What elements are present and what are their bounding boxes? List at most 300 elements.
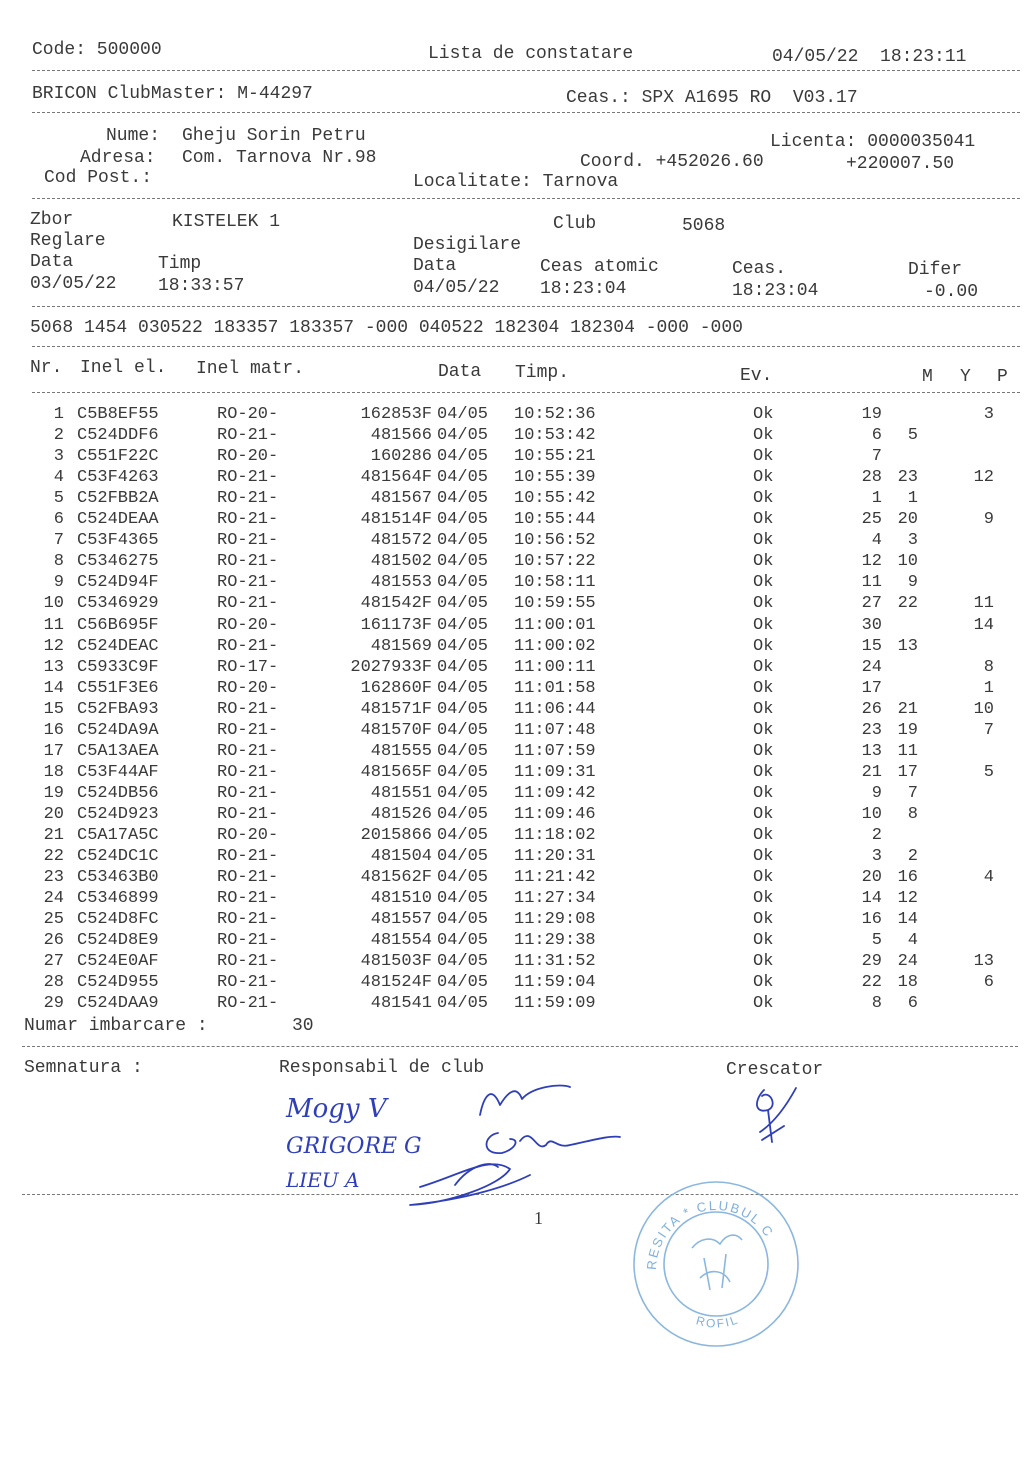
rank-m: 12	[861, 552, 882, 572]
ring-prefix: RO-20-	[217, 678, 279, 698]
ring-prefix: RO-20-	[217, 447, 279, 467]
ceas-label: Ceas.	[732, 259, 787, 279]
arrival-date: 04/05	[437, 910, 489, 930]
coordinates-lon: +220007.50	[846, 154, 955, 174]
arrival-date: 04/05	[437, 552, 489, 572]
ring-prefix: RO-21-	[217, 868, 279, 888]
col-inel-matr: Inel matr.	[196, 359, 305, 379]
ring-number: 481555	[370, 741, 432, 761]
timp-label: Timp	[158, 254, 202, 274]
ring-number: 481514F	[360, 510, 432, 530]
ring-prefix: RO-21-	[217, 489, 279, 509]
rank-p: 14	[973, 615, 994, 635]
event-status: Ok	[753, 468, 774, 488]
table-row	[0, 404, 1024, 425]
rank-y: 12	[897, 889, 918, 909]
arrival-date: 04/05	[437, 531, 489, 551]
arrival-date: 04/05	[437, 468, 489, 488]
row-number: 12	[43, 636, 64, 656]
arrival-time: 10:52:36	[514, 405, 596, 424]
electronic-ring: C524DB56	[77, 783, 159, 803]
ring-number: 160286	[370, 447, 432, 467]
ring-number: 481503F	[360, 952, 432, 972]
ring-number: 481502	[370, 552, 432, 572]
separator	[32, 392, 1020, 393]
rank-m: 26	[861, 699, 882, 719]
arrival-date: 04/05	[437, 889, 489, 909]
event-status: Ok	[753, 783, 774, 803]
rank-y: 3	[907, 531, 918, 551]
page-number: 1	[534, 1208, 543, 1228]
table-row	[0, 636, 1024, 657]
responsabil-label: Responsabil de club	[279, 1058, 485, 1078]
rank-y: 14	[897, 910, 918, 930]
ring-prefix: RO-21-	[217, 510, 279, 530]
event-status: Ok	[753, 657, 774, 677]
rank-m: 14	[861, 889, 882, 909]
ring-number: 481510	[370, 889, 432, 909]
ring-number: 2027933F	[350, 657, 432, 677]
electronic-ring: C524D8FC	[77, 910, 159, 930]
rank-m: 28	[861, 468, 882, 488]
event-status: Ok	[753, 847, 774, 867]
electronic-ring: C56B695F	[77, 615, 159, 635]
arrival-time: 11:09:46	[514, 804, 596, 824]
electronic-ring: C524DEAA	[77, 510, 159, 530]
event-status: Ok	[753, 594, 774, 614]
license-number: Licenta: 0000035041	[770, 132, 976, 152]
ring-prefix: RO-21-	[217, 804, 279, 824]
club-number: 5068	[682, 216, 726, 236]
ring-number: 481553	[370, 573, 432, 593]
table-row	[0, 909, 1024, 930]
ring-prefix: RO-21-	[217, 573, 279, 593]
rank-p: 6	[983, 973, 994, 993]
table-row	[0, 867, 1024, 888]
event-status: Ok	[753, 636, 774, 656]
arrival-date: 04/05	[437, 868, 489, 888]
electronic-ring: C524DEAC	[77, 636, 159, 656]
electronic-ring: C5933C9F	[77, 657, 159, 677]
table-row	[0, 972, 1024, 993]
ring-prefix: RO-21-	[217, 636, 279, 656]
arrival-date: 04/05	[437, 741, 489, 761]
event-status: Ok	[753, 552, 774, 572]
ring-prefix: RO-21-	[217, 531, 279, 551]
arrival-time: 11:09:42	[514, 783, 596, 803]
table-row	[0, 825, 1024, 846]
arrival-time: 10:55:44	[514, 510, 596, 530]
row-number: 29	[43, 994, 64, 1014]
arrival-time: 11:00:02	[514, 636, 596, 656]
rank-y: 6	[907, 994, 918, 1014]
row-number: 24	[43, 889, 64, 909]
electronic-ring: C524DAA9	[77, 994, 159, 1014]
ring-number: 481564F	[360, 468, 432, 488]
arrival-date: 04/05	[437, 447, 489, 467]
arrival-time: 11:06:44	[514, 699, 596, 719]
rank-p: 11	[973, 594, 994, 614]
ring-prefix: RO-21-	[217, 720, 279, 740]
event-status: Ok	[753, 868, 774, 888]
arrival-time: 11:07:48	[514, 720, 596, 740]
rank-y: 23	[897, 468, 918, 488]
row-number: 10	[43, 594, 64, 614]
electronic-ring: C524DC1C	[77, 847, 159, 867]
ring-prefix: RO-21-	[217, 762, 279, 782]
rank-y: 17	[897, 762, 918, 782]
rank-m: 5	[871, 931, 882, 951]
ring-number: 481554	[370, 931, 432, 951]
rank-y: 22	[897, 594, 918, 614]
table-row	[0, 678, 1024, 699]
ring-prefix: RO-21-	[217, 426, 279, 446]
arrival-time: 11:21:42	[514, 868, 596, 888]
col-inel-el: Inel el.	[80, 358, 167, 378]
document-title: Lista de constatare	[428, 44, 634, 64]
rank-y: 5	[907, 426, 918, 446]
clock-time: 18:23:04	[732, 281, 819, 301]
zbor-label: Zbor	[30, 210, 74, 230]
arrival-time: 11:18:02	[514, 826, 596, 845]
electronic-ring: C524D923	[77, 804, 159, 824]
separator	[22, 1046, 1018, 1047]
event-status: Ok	[753, 889, 774, 909]
rank-y: 9	[907, 573, 918, 593]
table-row	[0, 762, 1024, 783]
electronic-ring: C5346899	[77, 889, 159, 909]
ring-prefix: RO-20-	[217, 615, 279, 635]
ring-prefix: RO-21-	[217, 931, 279, 951]
ring-number: 481557	[370, 910, 432, 930]
electronic-ring: C551F22C	[77, 447, 159, 467]
ring-number: 161173F	[360, 615, 432, 635]
arrival-time: 10:53:42	[514, 426, 596, 446]
electronic-ring: C5346275	[77, 552, 159, 572]
flight-name: KISTELEK 1	[172, 212, 281, 232]
row-number: 11	[43, 615, 64, 635]
row-number: 7	[53, 531, 64, 551]
table-row	[0, 993, 1024, 1014]
arrival-time: 11:00:11	[514, 657, 596, 677]
stamp-text-bottom: ROFIL	[694, 1312, 741, 1331]
row-number: 27	[43, 952, 64, 972]
table-row	[0, 615, 1024, 636]
ring-prefix: RO-21-	[217, 468, 279, 488]
arrival-time: 11:29:08	[514, 910, 596, 930]
electronic-ring: C524DA9A	[77, 720, 159, 740]
event-status: Ok	[753, 994, 774, 1014]
separator	[32, 70, 1020, 71]
separator	[32, 112, 1020, 113]
ring-number: 481541	[370, 994, 432, 1014]
arrival-time: 11:59:09	[514, 994, 596, 1014]
event-status: Ok	[753, 952, 774, 972]
signature-grigore: GRIGORE G	[286, 1134, 422, 1159]
electronic-ring: C524DDF6	[77, 426, 159, 446]
arrival-date: 04/05	[437, 931, 489, 951]
arrival-date: 04/05	[437, 657, 489, 677]
rank-y: 24	[897, 952, 918, 972]
ring-prefix: RO-21-	[217, 994, 279, 1014]
arrival-time: 10:59:55	[514, 594, 596, 614]
event-status: Ok	[753, 678, 774, 698]
row-number: 19	[43, 783, 64, 803]
rank-y: 20	[897, 510, 918, 530]
ring-prefix: RO-17-	[217, 657, 279, 677]
rank-p: 1	[983, 678, 994, 698]
summary-line: 5068 1454 030522 183357 183357 -000 040522 182304 182304 -000 -000	[30, 318, 743, 338]
row-number: 4	[53, 468, 64, 488]
code-label: Code: 500000	[32, 40, 162, 60]
event-status: Ok	[753, 826, 774, 845]
event-status: Ok	[753, 615, 774, 635]
clock-difference: -0.00	[924, 282, 979, 302]
event-status: Ok	[753, 931, 774, 951]
ring-prefix: RO-21-	[217, 552, 279, 572]
arrival-time: 10:56:52	[514, 531, 596, 551]
electronic-ring: C52FBB2A	[77, 489, 159, 509]
rank-y: 2	[907, 847, 918, 867]
rank-m: 7	[871, 447, 882, 467]
breeder-signature	[748, 1080, 808, 1150]
row-number: 9	[53, 573, 64, 593]
electronic-ring: C551F3E6	[77, 678, 159, 698]
table-row	[0, 699, 1024, 720]
electronic-ring: C524D8E9	[77, 931, 159, 951]
data-label: Data	[30, 252, 74, 272]
rank-m: 27	[861, 594, 882, 614]
rank-y: 13	[897, 636, 918, 656]
col-m: M	[922, 367, 933, 387]
arrival-date: 04/05	[437, 847, 489, 867]
ring-prefix: RO-21-	[217, 594, 279, 614]
ring-prefix: RO-21-	[217, 783, 279, 803]
ring-number: 481567	[370, 489, 432, 509]
arrival-date: 04/05	[437, 615, 489, 635]
ring-prefix: RO-21-	[217, 741, 279, 761]
electronic-ring: C524D955	[77, 973, 159, 993]
arrival-date: 04/05	[437, 594, 489, 614]
ring-prefix: RO-21-	[217, 889, 279, 909]
table-row	[0, 488, 1024, 509]
ring-number: 481566	[370, 426, 432, 446]
row-number: 2	[53, 426, 64, 446]
reglare-time: 18:33:57	[158, 276, 245, 296]
arrival-time: 11:59:04	[514, 973, 596, 993]
clock-label: Ceas.: SPX A1695 RO V03.17	[566, 88, 858, 108]
arrival-time: 10:55:42	[514, 489, 596, 509]
ring-number: 481565F	[360, 762, 432, 782]
table-row	[0, 846, 1024, 867]
desigilare-date: 04/05/22	[413, 278, 500, 298]
event-status: Ok	[753, 510, 774, 530]
ring-number: 481526	[370, 804, 432, 824]
table-row	[0, 888, 1024, 909]
electronic-ring: C53F4263	[77, 468, 159, 488]
numar-imbarcare-label: Numar imbarcare :	[24, 1016, 208, 1036]
arrival-date: 04/05	[437, 720, 489, 740]
arrival-date: 04/05	[437, 405, 489, 424]
coordinates-lat: Coord. +452026.60	[580, 152, 764, 172]
electronic-ring: C52FBA93	[77, 699, 159, 719]
arrival-time: 10:55:21	[514, 447, 596, 467]
row-number: 25	[43, 910, 64, 930]
rank-y: 21	[897, 699, 918, 719]
electronic-ring: C524D94F	[77, 573, 159, 593]
ring-number: 481504	[370, 847, 432, 867]
table-row	[0, 930, 1024, 951]
arrival-time: 10:55:39	[514, 468, 596, 488]
rank-y: 11	[897, 741, 918, 761]
ring-number: 481542F	[360, 594, 432, 614]
rank-m: 17	[861, 678, 882, 698]
col-nr: Nr.	[30, 358, 63, 378]
event-status: Ok	[753, 447, 774, 467]
rank-p: 3	[983, 405, 994, 424]
print-datetime: 04/05/22 18:23:11	[772, 47, 967, 67]
arrival-time: 10:58:11	[514, 573, 596, 593]
ring-number: 162860F	[360, 678, 432, 698]
event-status: Ok	[753, 426, 774, 446]
signature-mogy: Mogy V	[286, 1094, 387, 1124]
ring-number: 481562F	[360, 868, 432, 888]
table-row	[0, 804, 1024, 825]
row-number: 23	[43, 868, 64, 888]
localitate-label: Localitate: Tarnova	[413, 172, 619, 192]
table-row	[0, 720, 1024, 741]
table-row	[0, 741, 1024, 762]
club-label: Club	[553, 214, 597, 234]
ring-number: 481572	[370, 531, 432, 551]
arrival-date: 04/05	[437, 762, 489, 782]
arrival-date: 04/05	[437, 489, 489, 509]
rank-p: 4	[983, 868, 994, 888]
table-row	[0, 425, 1024, 446]
ring-prefix: RO-21-	[217, 973, 279, 993]
arrival-date: 04/05	[437, 426, 489, 446]
row-number: 17	[43, 741, 64, 761]
col-timp: Timp.	[515, 363, 570, 383]
reglare-label: Reglare	[30, 231, 106, 251]
table-row	[0, 551, 1024, 572]
arrival-time: 11:27:34	[514, 889, 596, 909]
crescator-label: Crescator	[726, 1060, 824, 1080]
rank-p: 10	[973, 699, 994, 719]
rank-m: 22	[861, 973, 882, 993]
arrival-time: 11:29:38	[514, 931, 596, 951]
col-data: Data	[438, 362, 482, 382]
ring-number: 481571F	[360, 699, 432, 719]
row-number: 14	[43, 678, 64, 698]
event-status: Ok	[753, 910, 774, 930]
rank-m: 29	[861, 952, 882, 972]
ring-number: 2015866	[360, 826, 432, 845]
table-row	[0, 572, 1024, 593]
ring-number: 162853F	[360, 405, 432, 424]
separator	[32, 346, 1020, 347]
ring-number: 481570F	[360, 720, 432, 740]
rank-m: 24	[861, 657, 882, 677]
semnatura-label: Semnatura :	[24, 1058, 143, 1078]
event-status: Ok	[753, 720, 774, 740]
rank-p: 7	[983, 720, 994, 740]
atomic-clock-time: 18:23:04	[540, 279, 627, 299]
arrival-date: 04/05	[437, 804, 489, 824]
rank-p: 9	[983, 510, 994, 530]
desigilare-label: Desigilare	[413, 235, 522, 255]
row-number: 28	[43, 973, 64, 993]
arrival-time: 11:07:59	[514, 741, 596, 761]
arrival-time: 11:31:52	[514, 952, 596, 972]
event-status: Ok	[753, 531, 774, 551]
rank-y: 8	[907, 804, 918, 824]
electronic-ring: C5A13AEA	[77, 741, 159, 761]
cod-post-label: Cod Post.:	[44, 168, 153, 188]
ring-prefix: RO-20-	[217, 405, 279, 424]
separator	[32, 198, 1020, 199]
table-row	[0, 951, 1024, 972]
rank-m: 13	[861, 741, 882, 761]
difer-label: Difer	[908, 260, 963, 280]
col-y: Y	[960, 367, 971, 387]
arrival-date: 04/05	[437, 973, 489, 993]
table-row	[0, 593, 1024, 614]
arrival-time: 11:00:01	[514, 615, 596, 635]
row-number: 22	[43, 847, 64, 867]
rank-m: 6	[871, 426, 882, 446]
ceas-atomic-label: Ceas atomic	[540, 257, 659, 277]
rank-m: 1	[871, 489, 882, 509]
col-ev: Ev.	[740, 366, 773, 386]
arrival-date: 04/05	[437, 573, 489, 593]
rank-p: 8	[983, 657, 994, 677]
row-number: 15	[43, 699, 64, 719]
arrival-date: 04/05	[437, 952, 489, 972]
row-number: 16	[43, 720, 64, 740]
event-status: Ok	[753, 973, 774, 993]
arrival-time: 11:01:58	[514, 678, 596, 698]
rank-y: 1	[907, 489, 918, 509]
event-status: Ok	[753, 573, 774, 593]
arrival-date: 04/05	[437, 678, 489, 698]
rank-p: 5	[983, 762, 994, 782]
ring-prefix: RO-21-	[217, 910, 279, 930]
rank-m: 3	[871, 847, 882, 867]
row-number: 5	[53, 489, 64, 509]
row-number: 8	[53, 552, 64, 572]
arrival-date: 04/05	[437, 783, 489, 803]
row-number: 13	[43, 657, 64, 677]
rank-y: 7	[907, 783, 918, 803]
ring-number: 481569	[370, 636, 432, 656]
ring-number: 481551	[370, 783, 432, 803]
signature-lieu: LIEU A	[286, 1168, 360, 1192]
electronic-ring: C53F44AF	[77, 762, 159, 782]
rank-y: 10	[897, 552, 918, 572]
rank-m: 30	[861, 615, 882, 635]
table-row	[0, 467, 1024, 488]
rank-y: 19	[897, 720, 918, 740]
rank-m: 21	[861, 762, 882, 782]
electronic-ring: C5B8EF55	[77, 405, 159, 424]
rank-y: 4	[907, 931, 918, 951]
ring-number: 481524F	[360, 973, 432, 993]
row-number: 18	[43, 762, 64, 782]
rank-m: 11	[861, 573, 882, 593]
table-row	[0, 446, 1024, 467]
rank-p: 12	[973, 468, 994, 488]
